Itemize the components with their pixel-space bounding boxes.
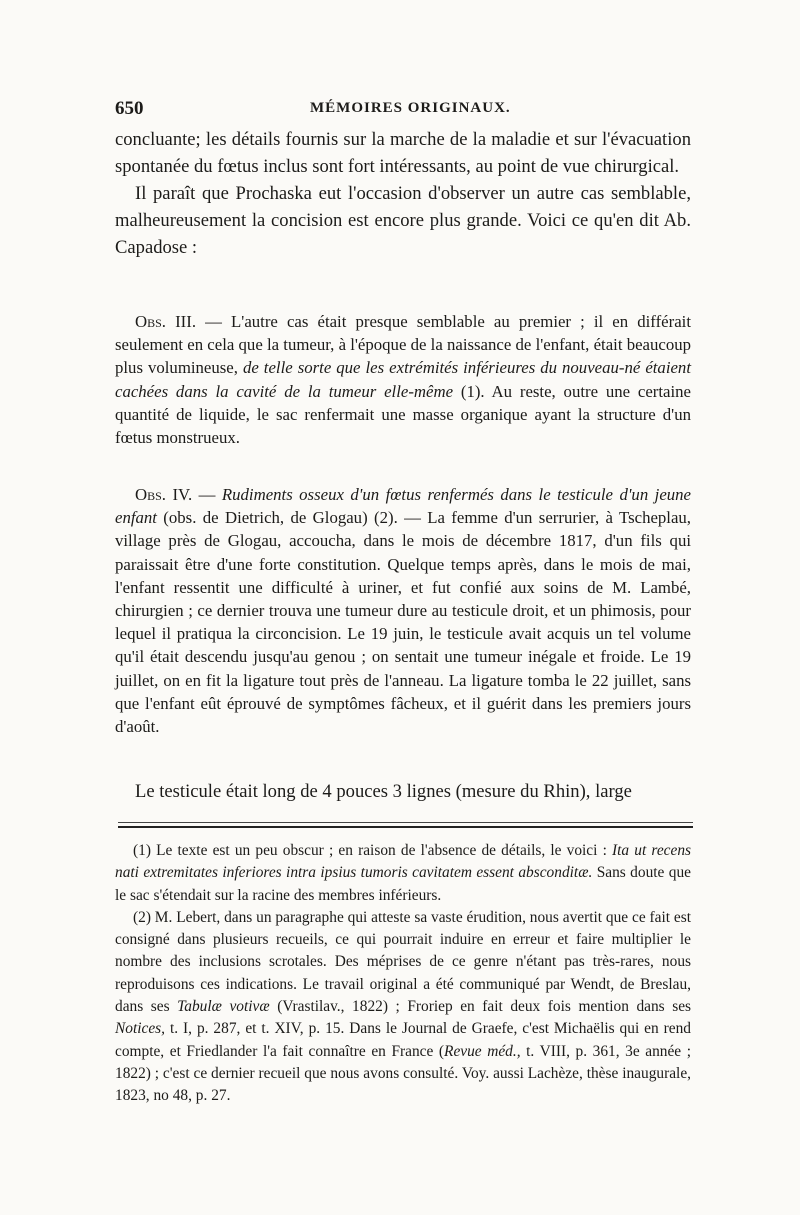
footnote-1-text-b: Sans doute que le sac s'étendait sur la racine des membres inférieurs. xyxy=(115,864,691,904)
observation-3-text-b: (1). Au reste, outre une certaine quantité de liquide, le sac renfermait une masse organique ayant la structure d'un fœtus monstrueux. xyxy=(115,381,691,448)
observation-3 xyxy=(115,310,691,449)
page-header xyxy=(115,98,695,128)
page-number: 650 xyxy=(115,98,144,119)
observation-3-paragraph xyxy=(115,310,691,449)
footnote-2-italic-1: Tabulæ votivæ xyxy=(177,998,270,1016)
footnote-separator xyxy=(118,822,693,828)
observation-4-label: Obs. IV. xyxy=(135,485,193,504)
observation-3-label: Obs. III. xyxy=(135,312,197,331)
observation-3-text-a: — L'autre cas était presque semblable au premier ; il en différait seulement en cela que la tumeur, à l'époque de la naissance de l'enfant, était beaucoup plus volumineuse, xyxy=(115,312,691,378)
continuation-line: Le testicule était long de 4 pouces 3 lignes (mesure du Rhin), large xyxy=(135,781,632,802)
footnote-2-italic-3: Revue méd., xyxy=(444,1042,521,1060)
intro-paragraph-2: Il paraît que Prochaska eut l'occasion d'observer un autre cas semblable, malheureusement la concision est encore plus grande. Voici ce qu'en dit Ab. Capadose : xyxy=(115,183,691,258)
footnote-2-text-d: t. VIII, p. 361, 3e année ; 1822) ; c'est ce dernier recueil que nous avons consulté. Voy. aussi Lachèze, thèse inaugurale, 1823, no 48, p. 27. xyxy=(115,1042,691,1105)
footnote-1 xyxy=(115,840,691,907)
footnote-2-text-c: t. I, p. 287, et t. XIV, p. 15. Dans le Journal de Graefe, c'est Michaëlis qui en rend compte, et Friedlander l'a fait connaître en France ( xyxy=(115,1020,691,1060)
footnote-2-text-b: (Vrastilav., 1822) ; Froriep en fait deux fois mention dans ses xyxy=(269,998,692,1016)
footnotes xyxy=(115,840,691,1108)
footnote-2-text-a: (2) M. Lebert, dans un paragraphe qui atteste sa vaste érudition, nous avertit que ce fait est consigné dans plusieurs recueils, ce qui pourrait induire en erreur et faire multiplier le nombre des inclusions scrotales. Des méprises de ce genre n'étant pas très-rares, nous reproduisons ces indications. Le travail original a été communiqué par Wendt, de Breslau, dans ses xyxy=(115,908,691,1016)
footnote-2-italic-2: Notices, xyxy=(115,1020,166,1038)
intro-paragraph-1: concluante; les détails fournis sur la marche de la maladie et sur l'évacuation spontanée du fœtus inclus sont fort intéressants, au point de vue chirurgical. xyxy=(115,129,691,177)
observation-4-text: (obs. de Dietrich, de Glogau) (2). — La femme d'un serrurier, à Tscheplau, village près de Glogau, accoucha, dans le mois de décembre 1817, d'un fils qui paraissait être d'une forte constitution. Quelque temps après, dans le mois de mai, l'enfant ressentit une difficulté à uriner, et fut confié aux soins de M. Lambé, chirurgien ; ce dernier trouva une tumeur dure au testicule droit, et un phimosis, pour lequel il pratiqua la circoncision. Le 19 juin, le testicule avait acquis un tel volume qu'il était descendu jusqu'au genou ; on sentait une tumeur inégale et froide. Le 19 juillet, on en fit la ligature tout près de l'anneau. La ligature tomba le 22 juillet, sans que l'enfant eût éprouvé de symptômes fâcheux, et il guérit dans les premiers jours d'août. xyxy=(115,508,691,737)
observation-4-title: Rudiments osseux d'un fœtus renfermés dans le testicule d'un jeune enfant xyxy=(115,485,692,528)
running-title: MÉMOIRES ORIGINAUX. xyxy=(310,100,511,116)
observation-3-italic: de telle sorte que les extrémités inférieures du nouveau-né étaient cachées dans la cavité de la tumeur elle-même xyxy=(115,358,691,401)
footnote-2 xyxy=(115,907,691,1108)
footnote-1-text-a: (1) Le texte est un peu obscur ; en raison de l'absence de détails, le voici : xyxy=(133,842,613,859)
continuation-text xyxy=(115,778,691,805)
observation-4 xyxy=(115,483,691,738)
intro-text xyxy=(115,126,691,261)
observation-4-dash: — xyxy=(192,485,222,504)
footnote-1-latin: Ita ut recens nati extremitates inferiores intra ipsius tumoris cavitatem essent absconditæ. xyxy=(115,842,692,882)
observation-4-paragraph xyxy=(115,483,691,738)
